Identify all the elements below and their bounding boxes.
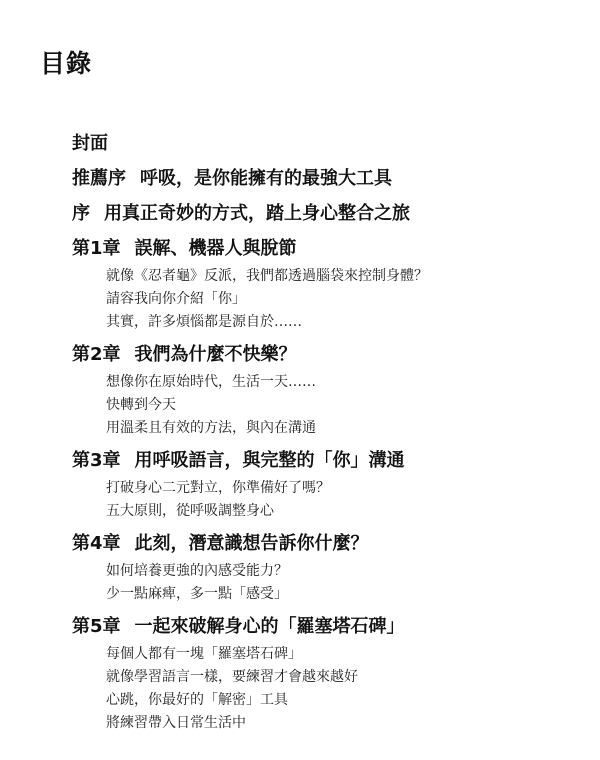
chapter-label: 第5章 xyxy=(72,616,121,637)
section-item[interactable]: 就像《忍者龜》反派，我們都透過腦袋來控制身體？ xyxy=(106,268,428,284)
section-item[interactable]: 心跳，你最好的「解密」工具 xyxy=(106,692,288,708)
chapter-label: 第2章 xyxy=(72,344,121,365)
toc-entry-label: 封面 xyxy=(72,133,108,154)
chapter-sections xyxy=(106,560,572,606)
section-item[interactable]: 每個人都有一塊「羅塞塔石碑」 xyxy=(106,646,302,662)
toc-entry-label: 序 xyxy=(72,203,90,224)
chapter-label: 第1章 xyxy=(72,238,121,259)
section-item[interactable]: 少一點麻痺，多一點「感受」 xyxy=(106,586,288,602)
section-item[interactable]: 如何培養更強的內感受能力？ xyxy=(106,563,288,579)
chapter-2 xyxy=(72,343,572,440)
toc-entry-title: 用真正奇妙的方式，踏上身心整合之旅 xyxy=(104,203,410,224)
section-item[interactable]: 請容我向你介紹「你」 xyxy=(106,291,246,307)
toc-entry-label: 推薦序 xyxy=(72,168,126,189)
chapter-3 xyxy=(72,449,572,523)
section-item[interactable]: 五大原則，從呼吸調整身心 xyxy=(106,503,274,519)
chapter-5 xyxy=(72,615,572,735)
chapter-sections xyxy=(106,477,572,523)
section-item[interactable]: 就像學習語言一樣，要練習才會越來越好 xyxy=(106,669,358,685)
page-title: 目錄 xyxy=(40,49,93,78)
section-item[interactable]: 想像你在原始時代，生活一天…… xyxy=(106,374,316,390)
table-of-contents xyxy=(72,132,572,744)
toc-entry-foreword[interactable] xyxy=(72,167,572,191)
chapter-title: 我們為什麼不快樂？ xyxy=(134,344,297,365)
section-item[interactable]: 打破身心二元對立，你準備好了嗎？ xyxy=(106,480,330,496)
section-item[interactable]: 用溫柔且有效的方法，與內在溝通 xyxy=(106,420,316,436)
section-item[interactable]: 將練習帶入日常生活中 xyxy=(106,715,246,731)
chapter-title: 誤解、機器人與脫節 xyxy=(134,238,297,259)
toc-entry-preface[interactable] xyxy=(72,202,572,226)
chapter-label: 第3章 xyxy=(72,450,121,471)
chapter-label: 第4章 xyxy=(72,533,121,554)
section-item[interactable]: 快轉到今天 xyxy=(106,397,176,413)
chapter-heading[interactable] xyxy=(72,343,572,367)
chapter-sections xyxy=(106,371,572,440)
chapter-heading[interactable] xyxy=(72,532,572,556)
chapter-sections xyxy=(106,265,572,334)
toc-entry-cover[interactable] xyxy=(72,132,572,156)
section-item[interactable]: 其實，許多煩惱都是源自於…… xyxy=(106,314,302,330)
chapter-heading[interactable] xyxy=(72,449,572,473)
chapter-title: 一起來破解身心的「羅塞塔石碑」 xyxy=(134,616,405,637)
chapter-heading[interactable] xyxy=(72,237,572,261)
chapter-heading[interactable] xyxy=(72,615,572,639)
chapter-4 xyxy=(72,532,572,606)
chapter-title: 此刻，潛意識想告訴你什麼？ xyxy=(134,533,369,554)
chapter-1 xyxy=(72,237,572,334)
toc-entry-title: 呼吸，是你能擁有的最強大工具 xyxy=(140,168,392,189)
chapter-title: 用呼吸語言，與完整的「你」溝通 xyxy=(134,450,405,471)
chapter-sections xyxy=(106,643,572,735)
